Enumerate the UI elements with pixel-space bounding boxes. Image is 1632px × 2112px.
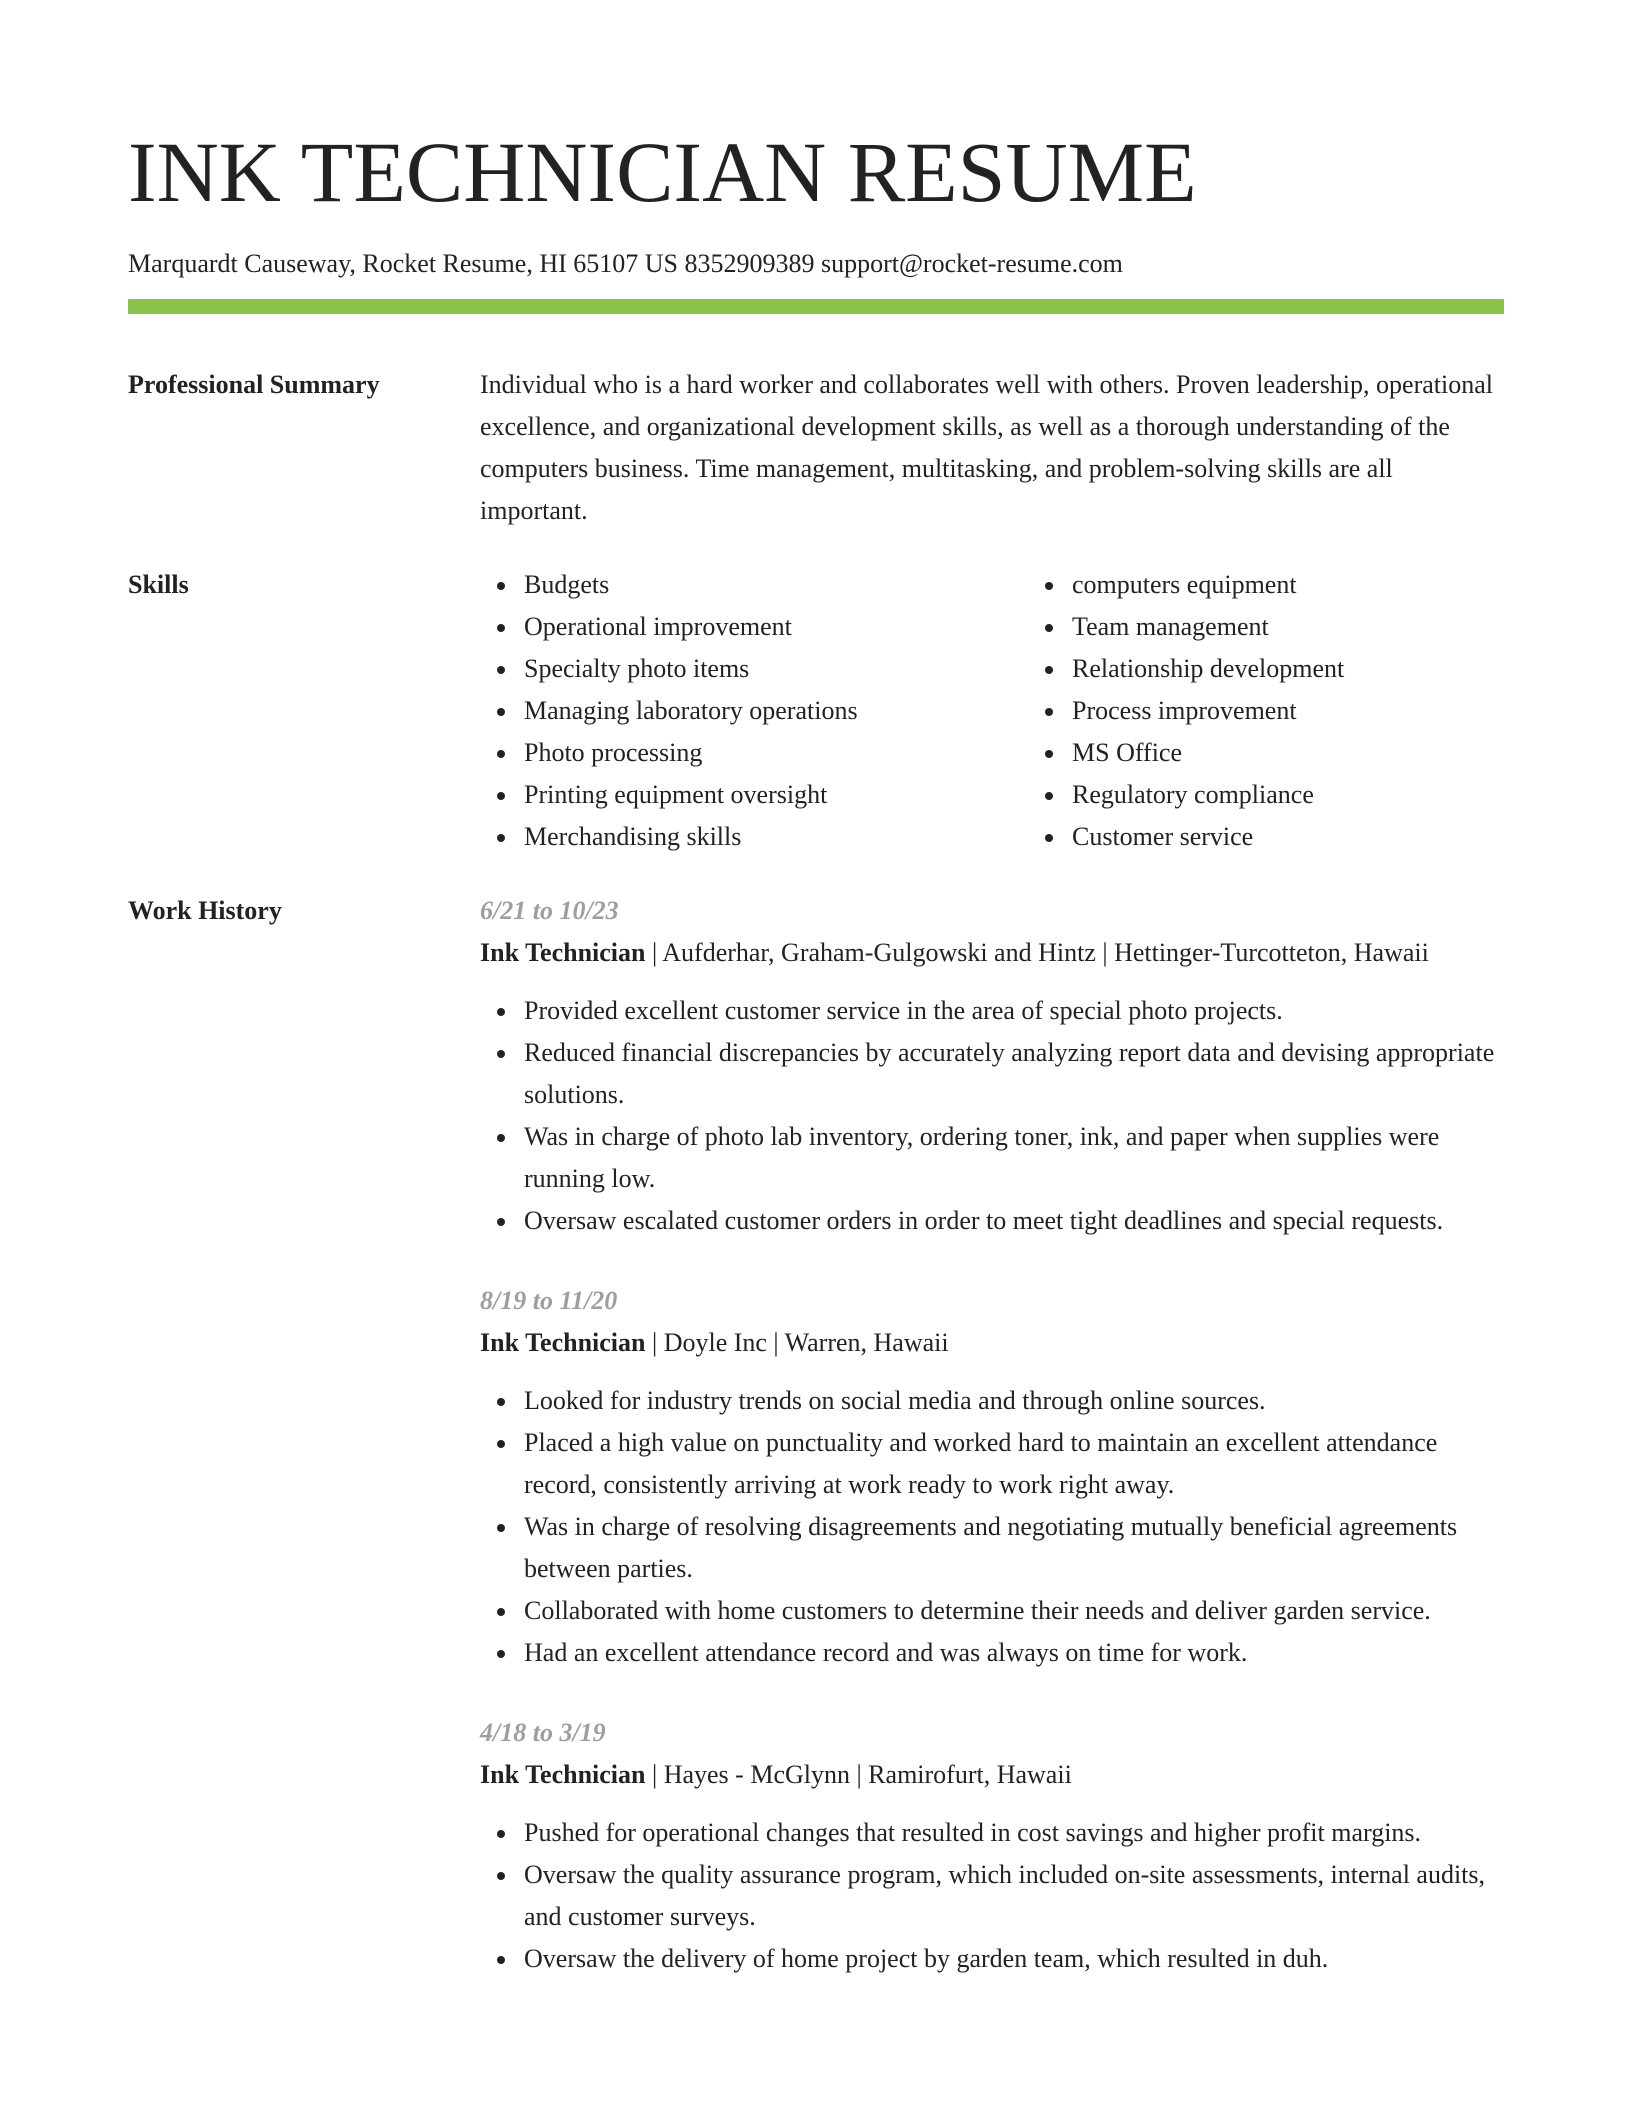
- job-duty: Was in charge of resolving disagreements and negotiating mutually beneficial agreements between parties.: [524, 1506, 1504, 1590]
- work-history-entries: [480, 890, 1504, 2018]
- resume-page: [128, 0, 1504, 2018]
- skill-item: Operational improvement: [524, 606, 1028, 648]
- job-company-location: | Hayes - McGlynn | Ramirofurt, Hawaii: [645, 1760, 1072, 1789]
- contact-line: Marquardt Causeway, Rocket Resume, HI 65107 US 8352909389 support@rocket-resume.com: [128, 249, 1123, 278]
- job-duty: Collaborated with home customers to determine their needs and deliver garden service.: [524, 1590, 1504, 1632]
- job-company-location: | Doyle Inc | Warren, Hawaii: [645, 1328, 949, 1357]
- skill-item: Regulatory compliance: [1072, 774, 1576, 816]
- job-duty: Placed a high value on punctuality and worked hard to maintain an excellent attendance record, consistently arriving at work ready to work right away.: [524, 1422, 1504, 1506]
- skills-section: [128, 564, 1504, 858]
- job-title: Ink Technician: [480, 1328, 646, 1357]
- resume-title: INK TECHNICIAN RESUME: [128, 124, 1197, 220]
- job-dates: 4/18 to 3/19: [480, 1718, 606, 1747]
- summary-text: Individual who is a hard worker and collaborates well with others. Proven leadership, operational excellence, and organizational development skills, as well as a thorough understanding of the computers business. Time management, multitasking, and problem-solving skills are all important.: [480, 370, 1493, 525]
- job-duties-list: [480, 1380, 1504, 1674]
- job-company-location: | Aufderhar, Graham-Gulgowski and Hintz | Hettinger-Turcotteton, Hawaii: [645, 938, 1429, 967]
- professional-summary-section: [128, 364, 1504, 532]
- job-duties-list: [480, 990, 1504, 1242]
- job-duty: Looked for industry trends on social media and through online sources.: [524, 1380, 1504, 1422]
- job-duty: Reduced financial discrepancies by accurately analyzing report data and devising appropriate solutions.: [524, 1032, 1504, 1116]
- job-duties-list: [480, 1812, 1504, 1980]
- section-label-work-history: Work History: [128, 896, 282, 925]
- job-entry: [480, 1280, 1504, 1674]
- job-heading: [480, 932, 1504, 974]
- job-dates: 6/21 to 10/23: [480, 896, 619, 925]
- skill-item: Managing laboratory operations: [524, 690, 1028, 732]
- section-label-summary: Professional Summary: [128, 370, 380, 399]
- job-duty: Was in charge of photo lab inventory, ordering toner, ink, and paper when supplies were running low.: [524, 1116, 1504, 1200]
- job-dates: 8/19 to 11/20: [480, 1286, 618, 1315]
- skill-item: computers equipment: [1072, 564, 1576, 606]
- job-title: Ink Technician: [480, 1760, 646, 1789]
- header-divider: [128, 299, 1504, 314]
- job-duty: Provided excellent customer service in the area of special photo projects.: [524, 990, 1504, 1032]
- skill-item: Printing equipment oversight: [524, 774, 1028, 816]
- skill-item: Specialty photo items: [524, 648, 1028, 690]
- job-entry: [480, 890, 1504, 1242]
- job-duty: Pushed for operational changes that resulted in cost savings and higher profit margins.: [524, 1812, 1504, 1854]
- work-history-section: [128, 890, 1504, 2018]
- job-duty: Oversaw the quality assurance program, which included on-site assessments, internal audits, and customer surveys.: [524, 1854, 1504, 1938]
- job-entry: [480, 1712, 1504, 1980]
- job-heading: [480, 1754, 1504, 1796]
- skills-columns: [480, 564, 1576, 858]
- skill-item: Process improvement: [1072, 690, 1576, 732]
- skills-list-right: [1028, 564, 1576, 858]
- skill-item: Customer service: [1072, 816, 1576, 858]
- skill-item: Relationship development: [1072, 648, 1576, 690]
- skill-item: Team management: [1072, 606, 1576, 648]
- job-duty: Oversaw the delivery of home project by garden team, which resulted in duh.: [524, 1938, 1504, 1980]
- skills-list-left: [480, 564, 1028, 858]
- skill-item: Merchandising skills: [524, 816, 1028, 858]
- job-duty: Oversaw escalated customer orders in order to meet tight deadlines and special requests.: [524, 1200, 1504, 1242]
- skill-item: MS Office: [1072, 732, 1576, 774]
- skill-item: Budgets: [524, 564, 1028, 606]
- section-label-skills: Skills: [128, 570, 189, 599]
- job-title: Ink Technician: [480, 938, 646, 967]
- job-heading: [480, 1322, 1504, 1364]
- job-duty: Had an excellent attendance record and was always on time for work.: [524, 1632, 1504, 1674]
- skill-item: Photo processing: [524, 732, 1028, 774]
